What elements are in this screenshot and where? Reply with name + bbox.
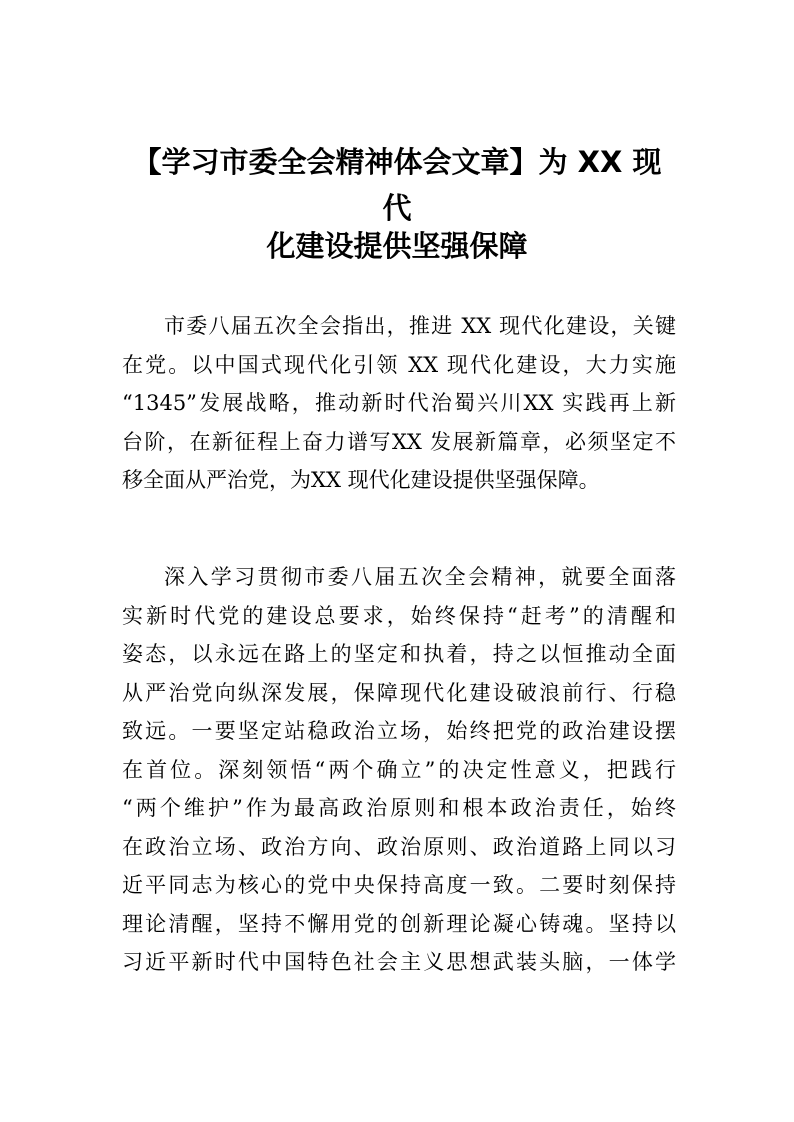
title-line-1: 【学习市委全会精神体会文章】为 XX 现	[132, 145, 662, 179]
paragraph-line: 深入学习贯彻市委八届五次全会精神，就要全面落	[164, 565, 676, 589]
paragraph-2	[122, 558, 676, 982]
paragraph-line: “两个维护”作为最高政治原则和根本政治责任，始终	[122, 796, 676, 820]
paragraph-line: 实新时代党的建设总要求，始终保持“赶考”的清醒和	[122, 603, 676, 628]
paragraph-line: 致远。一要坚定站稳政治立场，始终把党的政治建设摆	[122, 719, 676, 743]
paragraph-line: “1345”发展战略，推动新时代治蜀兴川XX 实践再上新	[122, 391, 676, 415]
paragraph-1	[122, 307, 676, 500]
paragraph-line: 在首位。深刻领悟“两个确立”的决定性意义，把践行	[122, 757, 676, 782]
paragraph-line: 习近平新时代中国特色社会主义思想武装头脑，一体学	[122, 950, 676, 974]
paragraph-line: 近平同志为核心的党中央保持高度一致。二要时刻保持	[122, 873, 676, 897]
paragraph-line: 市委八届五次全会指出，推进 XX 现代化建设，关键	[164, 314, 676, 338]
title-line-2: 代	[382, 191, 412, 225]
paragraph-line: 台阶，在新征程上奋力谱写XX 发展新篇章，必须坚定不	[122, 429, 676, 454]
title-line-3: 化建设提供坚强保障	[266, 229, 528, 263]
paragraph-line: 在党。以中国式现代化引领 XX 现代化建设，大力实施	[122, 352, 676, 377]
paragraph-line: 从严治党向纵深发展，保障现代化建设破浪前行、行稳	[122, 680, 676, 705]
paragraph-line: 理论清醒，坚持不懈用党的创新理论凝心铸魂。坚持以	[122, 911, 676, 936]
paragraph-line: 在政治立场、政治方向、政治原则、政治道路上同以习	[122, 834, 676, 859]
paragraph-line: 姿态，以永远在路上的坚定和执着，持之以恒推动全面	[122, 642, 676, 666]
paragraph-line: 移全面从严治党，为XX 现代化建设提供坚强保障。	[122, 468, 600, 492]
